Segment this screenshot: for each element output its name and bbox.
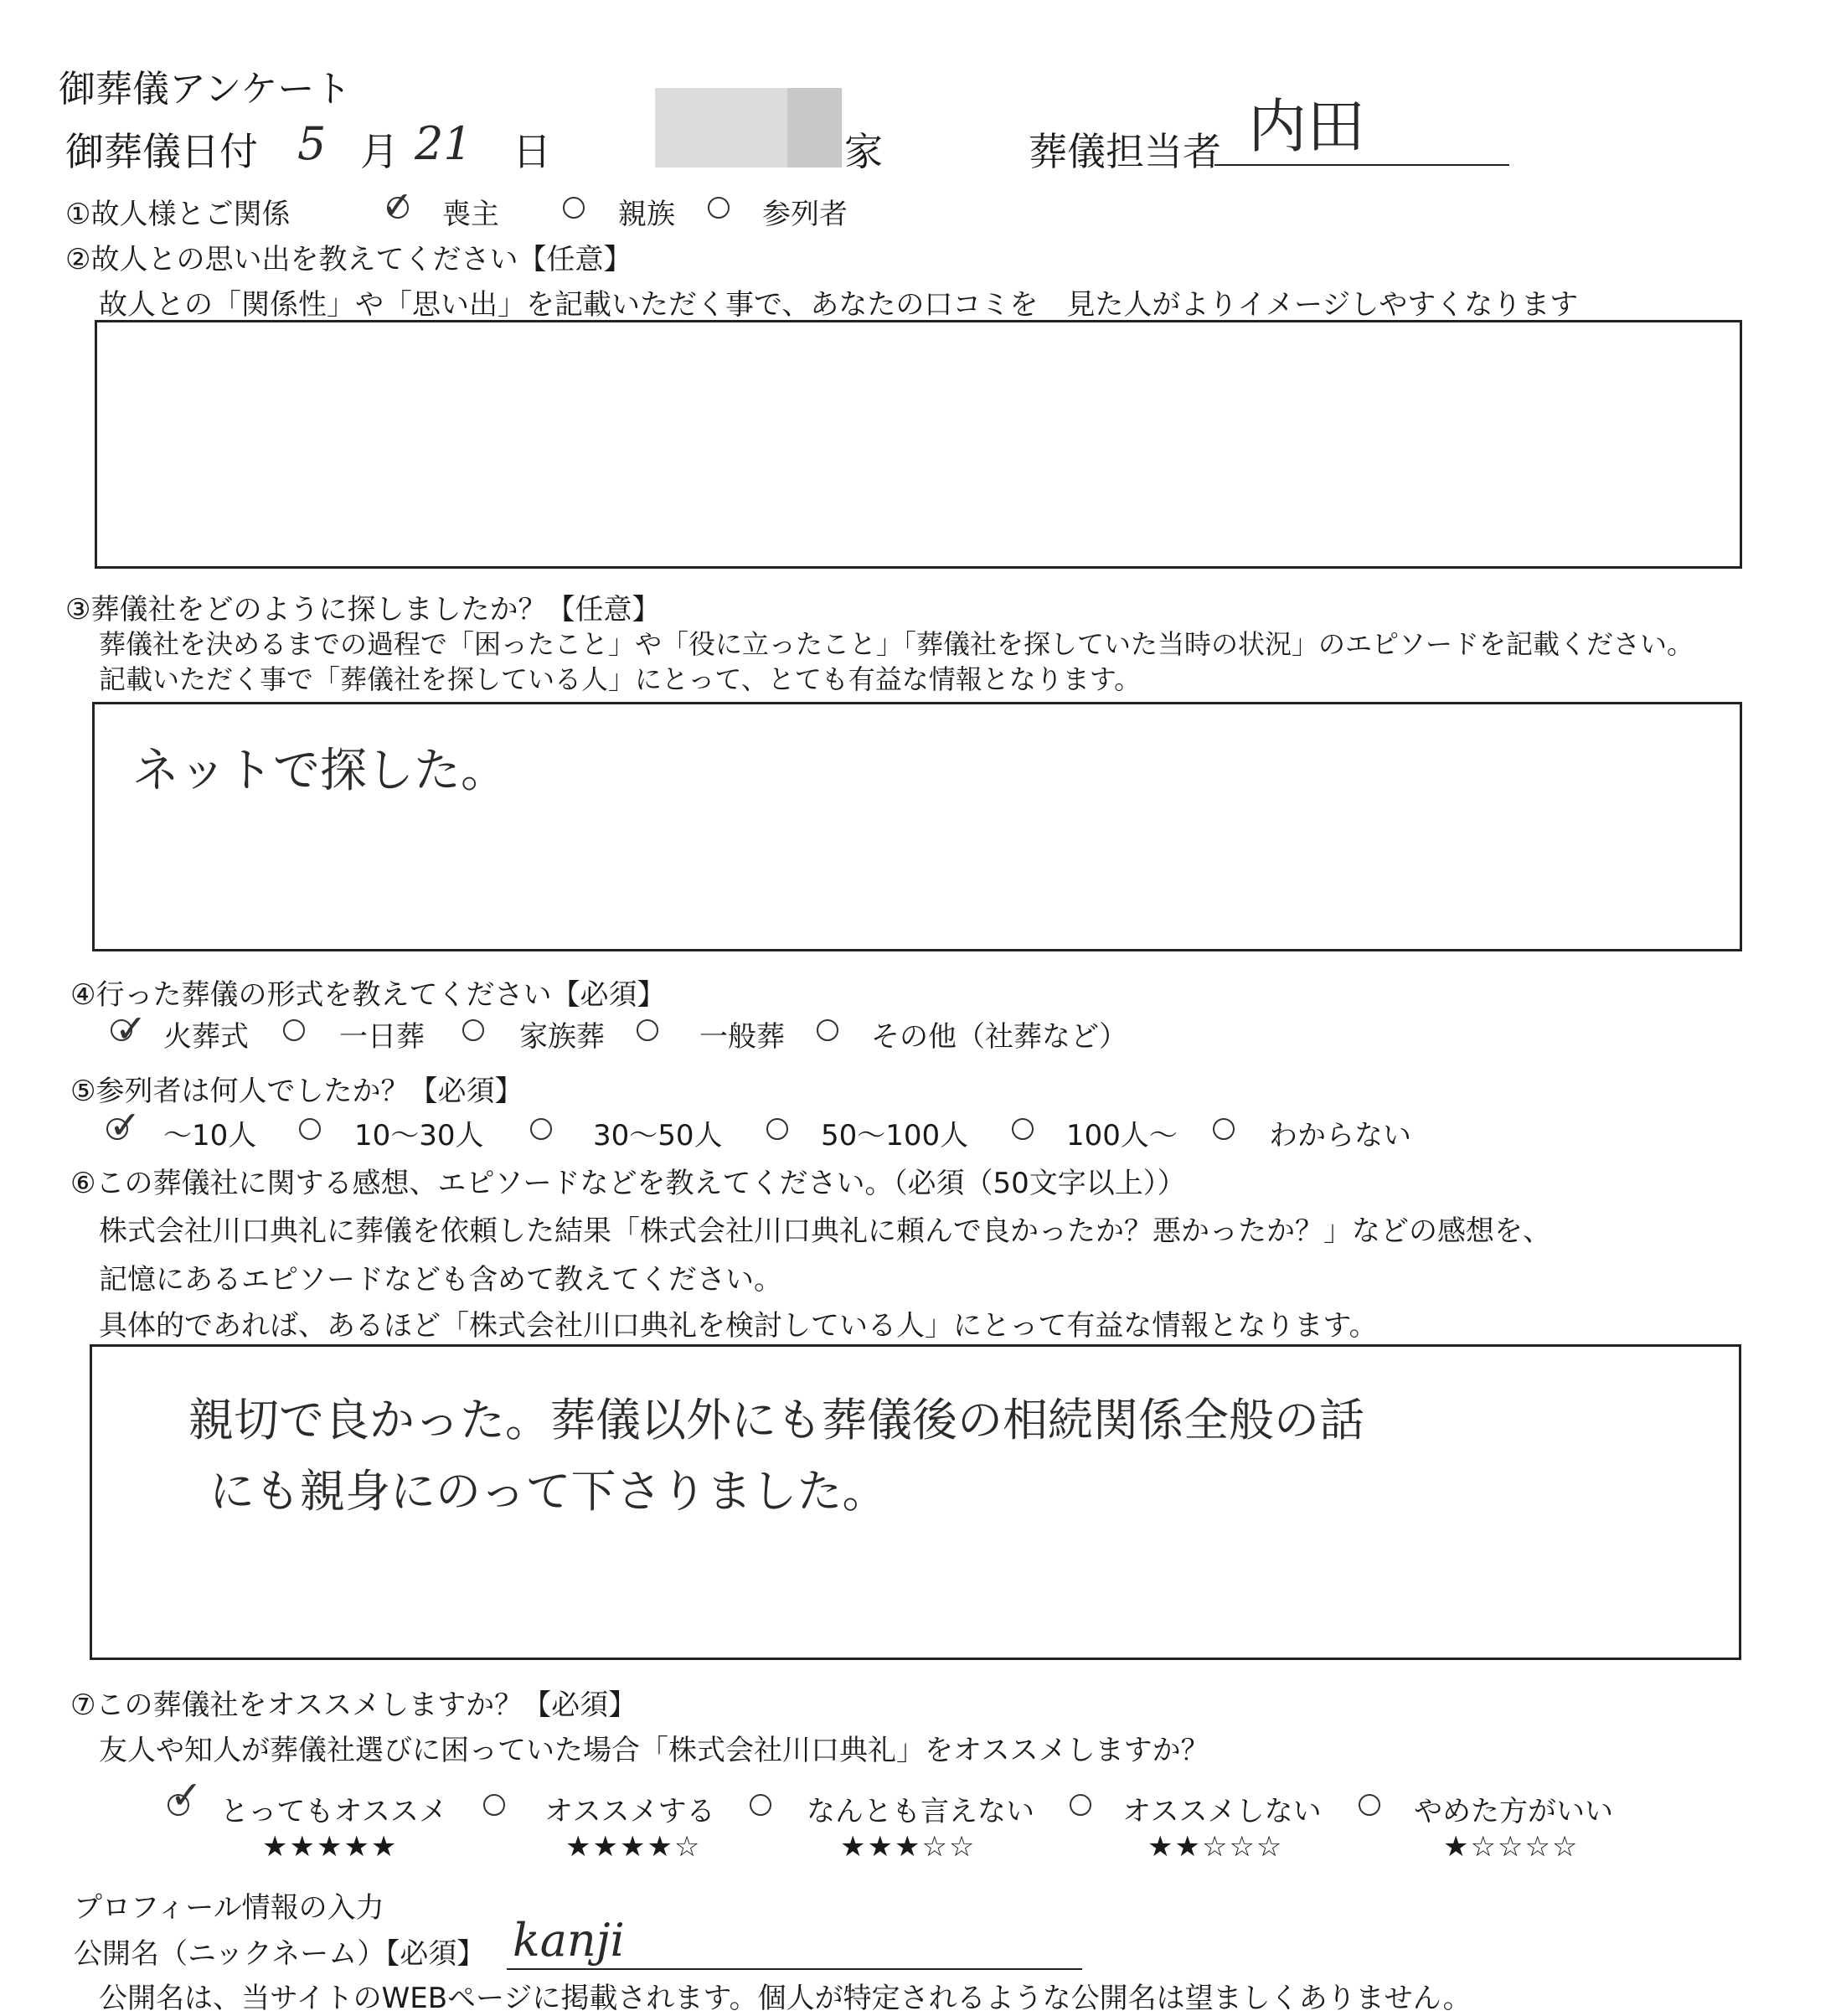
month-value: 5 (297, 117, 327, 170)
q7-stars-1: ★★★★☆ (565, 1830, 702, 1864)
radio-circle-icon[interactable] (106, 1118, 128, 1140)
radio-circle-icon[interactable] (708, 197, 730, 219)
q1-option-1: 親族 (618, 198, 675, 231)
q5-option-0: ～10人 (163, 1119, 257, 1152)
q2-desc: 故人との「関係性」や「思い出」を記載いただく事で、あなたの口コミを 見た人がよりイメージしやすくなります (99, 288, 1579, 322)
day-value: 21 (415, 117, 472, 170)
q4-option-2: 家族葬 (519, 1020, 605, 1054)
nickname-value[interactable]: kanji (513, 1914, 625, 1967)
q7-label: ⑦この葬儀社をオススメしますか？【必須】 (70, 1689, 637, 1722)
q4-option-4: その他（社葬など） (871, 1020, 1127, 1054)
q7-option-2: なんとも言えない (807, 1795, 1034, 1828)
nickname-note: 公開名は、当サイトのWEBページに掲載されます。個人が特定されるような公開名は望ましくありません。 (99, 1982, 1472, 2015)
staff-label: 葬儀担当者 (1029, 129, 1221, 174)
form-title: 御葬儀アンケート (59, 68, 352, 111)
radio-circle-icon[interactable] (387, 197, 409, 219)
radio-circle-icon[interactable] (766, 1118, 788, 1140)
q7-desc: 友人や知人が葬儀社選びに困っていた場合「株式会社川口典礼」をオススメしますか？ (99, 1734, 1209, 1767)
month-unit: 月 (360, 129, 399, 174)
q6-desc-3: 具体的であれば、あるほど「株式会社川口典礼を検討している人」にとって有益な情報となります。 (99, 1309, 1378, 1343)
radio-circle-icon[interactable] (111, 1019, 132, 1041)
radio-circle-icon[interactable] (283, 1019, 305, 1041)
radio-circle-icon[interactable] (1012, 1118, 1034, 1140)
q6-answer-line-1: 親切で良かった。葬儀以外にも葬儀後の相続関係全般の話 (188, 1394, 1364, 1446)
q1-option-0: 喪主 (442, 198, 499, 231)
q7-option-0: とってもオススメ (220, 1795, 447, 1828)
q7-stars-0: ★★★★★ (262, 1830, 399, 1864)
q3-answer-text: ネットで探した。 (132, 744, 508, 798)
check-mark-icon: ✓ (109, 1102, 142, 1147)
staff-value[interactable]: 内田 (1248, 92, 1365, 161)
q5-option-4: 100人～ (1066, 1119, 1178, 1152)
q3-desc-1: 葬儀社を決めるまでの過程で「困ったこと」や「役に立ったこと」「葬儀社を探していた当時の状況」のエピソードを記載ください。 (99, 628, 1694, 660)
radio-circle-icon[interactable] (530, 1118, 552, 1140)
q4-label: ④行った葬儀の形式を教えてください【必須】 (70, 978, 666, 1012)
q6-answer-box[interactable] (90, 1344, 1741, 1660)
q1-label: ①故人様とご関係 (65, 198, 291, 231)
q5-option-1: 10～30人 (354, 1119, 484, 1152)
radio-circle-icon[interactable] (563, 197, 585, 219)
q4-option-1: 一日葬 (339, 1020, 425, 1054)
nickname-label: 公開名（ニックネーム）【必須】 (74, 1937, 486, 1971)
radio-circle-icon[interactable] (1213, 1118, 1235, 1140)
q5-option-2: 30～50人 (593, 1119, 723, 1152)
q3-label: ③葬儀社をどのように探しましたか？【任意】 (65, 593, 661, 626)
check-mark-icon: ✓ (115, 1006, 147, 1051)
redacted-family-name-part (787, 88, 842, 168)
radio-circle-icon[interactable] (1070, 1794, 1091, 1816)
q1-option-2: 参列者 (762, 198, 848, 231)
q7-stars-3: ★★☆☆☆ (1147, 1830, 1284, 1864)
q2-label: ②故人との思い出を教えてください【任意】 (65, 243, 632, 276)
q5-label: ⑤参列者は何人でしたか？【必須】 (70, 1075, 523, 1108)
funeral-date-label: 御葬儀日付 (65, 129, 258, 174)
q3-desc-2: 記載いただく事で「葬儀社を探している人」にとって、とても有益な情報となります。 (99, 663, 1142, 695)
q7-option-3: オススメしない (1122, 1795, 1322, 1828)
q7-option-1: オススメする (544, 1795, 715, 1828)
radio-circle-icon[interactable] (817, 1019, 838, 1041)
q2-answer-box[interactable] (95, 320, 1742, 569)
q7-stars-2: ★★★☆☆ (840, 1830, 977, 1864)
check-mark-icon: ✓ (381, 183, 414, 228)
radio-circle-icon[interactable] (750, 1794, 771, 1816)
radio-circle-icon[interactable] (168, 1794, 189, 1816)
q6-desc-1: 株式会社川口典礼に葬儀を依頼した結果「株式会社川口典礼に頼んで良かったか？悪かったか？」などの感想を、 (99, 1214, 1551, 1248)
radio-circle-icon[interactable] (462, 1019, 484, 1041)
radio-circle-icon[interactable] (299, 1118, 321, 1140)
q3-answer-box[interactable] (92, 702, 1742, 951)
q4-option-0: 火葬式 (163, 1020, 249, 1054)
redacted-family-name (655, 88, 789, 168)
family-suffix: 家 (844, 129, 883, 174)
profile-heading: プロフィール情報の入力 (74, 1891, 384, 1925)
q5-option-5: わからない (1269, 1119, 1411, 1152)
q5-option-3: 50～100人 (821, 1119, 969, 1152)
q6-desc-2: 記憶にあるエピソードなども含めて教えてください。 (99, 1263, 782, 1297)
q7-stars-4: ★☆☆☆☆ (1443, 1830, 1580, 1864)
check-mark-icon: ✓ (170, 1772, 203, 1817)
radio-circle-icon[interactable] (1359, 1794, 1380, 1816)
q7-option-4: やめた方がいい (1414, 1795, 1613, 1828)
q6-answer-line-2: にも親身にのって下さりました。 (209, 1465, 888, 1518)
day-unit: 日 (513, 129, 551, 174)
radio-circle-icon[interactable] (483, 1794, 505, 1816)
staff-underline (1214, 164, 1509, 166)
radio-circle-icon[interactable] (637, 1019, 658, 1041)
nickname-underline (507, 1968, 1082, 1970)
q6-label: ⑥この葬儀社に関する感想、エピソードなどを教えてください。（必須（50文字以上）） (70, 1167, 1186, 1200)
q4-option-3: 一般葬 (699, 1020, 785, 1054)
